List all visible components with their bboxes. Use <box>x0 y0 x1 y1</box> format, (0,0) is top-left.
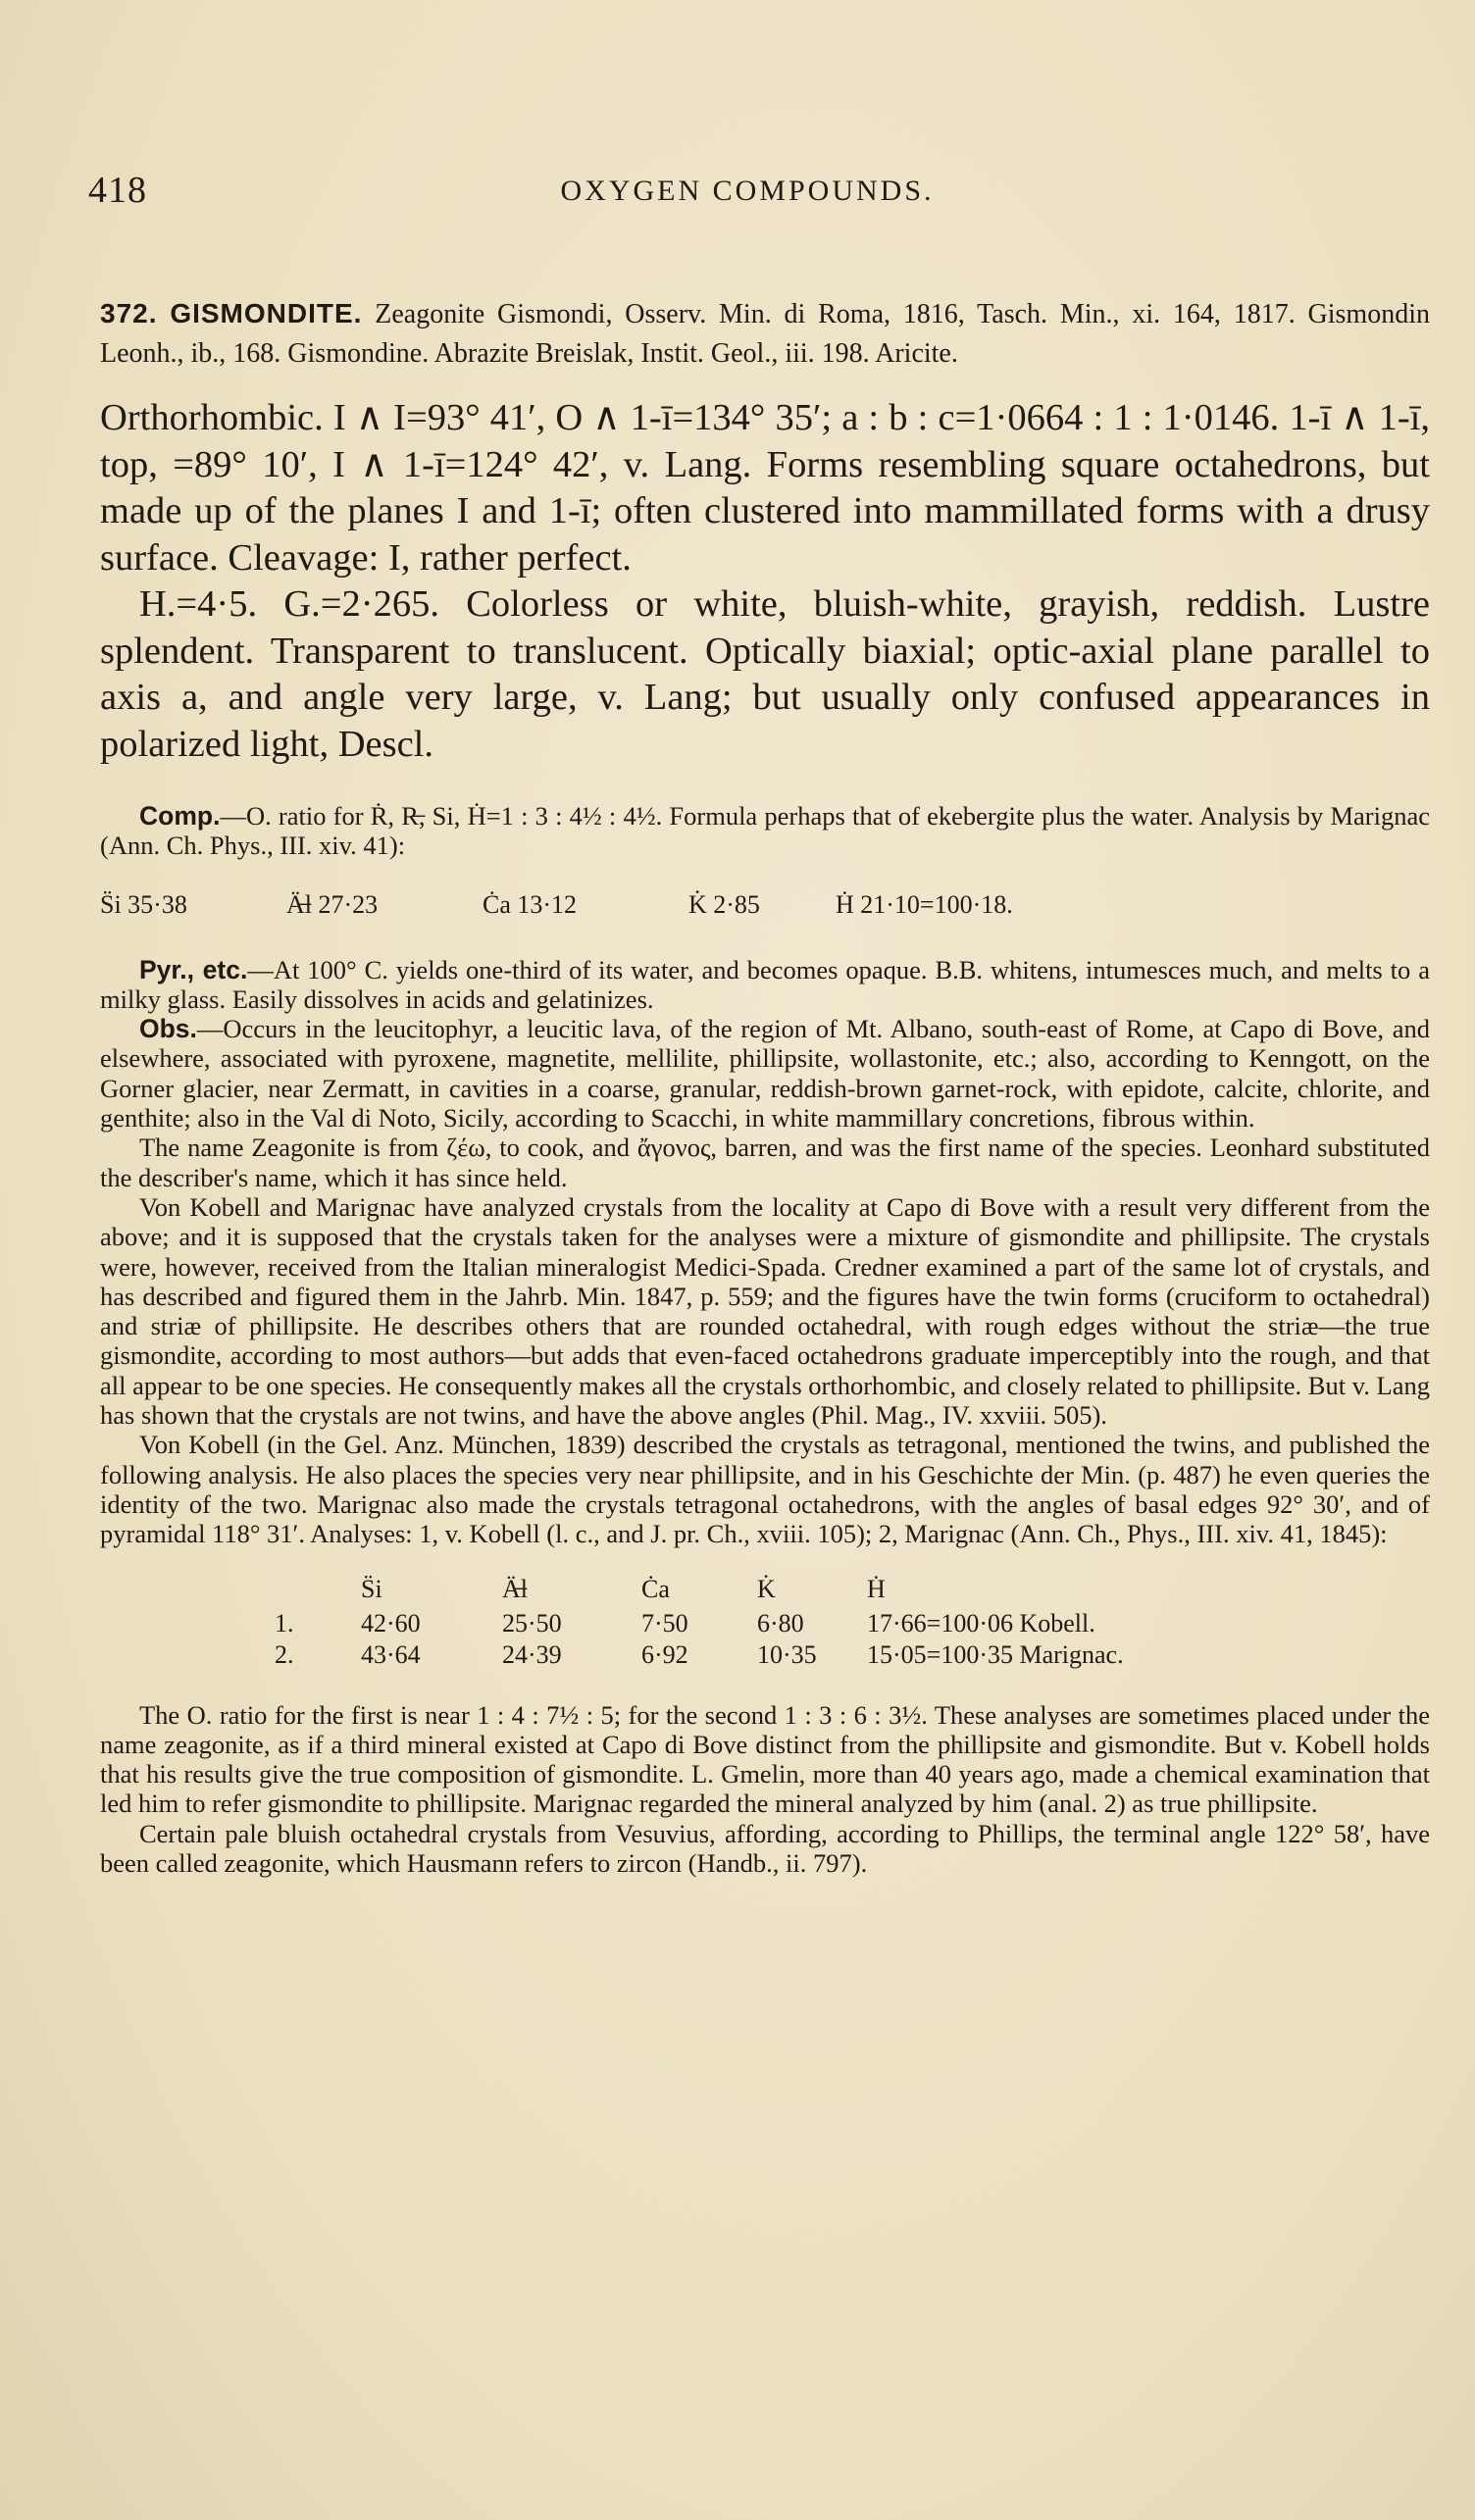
pyr-label: Pyr., etc. <box>139 954 248 984</box>
table-cell: 10·35 <box>757 1639 817 1669</box>
table-cell: 43·64 <box>361 1639 421 1669</box>
pyr-text: —At 100° C. yields one-third of its water, and becomes opaque. B.B. whitens, intumesces much, and melts to a milky glass. Easily dissolves in acids and gelatinizes. <box>100 954 1430 1014</box>
vesuvius-paragraph: Certain pale bluish octahedral crystals from Vesuvius, affording, according to Phillips, the terminal angle 122° 58′, have been called zeagonite, which Hausmann refers to zircon (Handb., ii. 797). <box>100 1818 1430 1879</box>
pyr-paragraph <box>100 955 1430 1015</box>
table-cell: 15·05=100·35 Marignac. <box>867 1639 1124 1669</box>
species-title <box>100 294 1430 374</box>
comp-text: —O. ratio for Ṙ, R̶, Si, Ḣ=1 : 3 : 4½ : 4½. Formula perhaps that of ekebergite plus the water. Analysis by Marignac (Ann. Ch. Phys., III. xiv. 41): <box>100 801 1430 861</box>
formula-ca: Ċa 13·12 <box>483 889 578 919</box>
comp-paragraph <box>100 801 1430 861</box>
details-section <box>100 801 1430 1878</box>
table-row <box>275 1608 1220 1639</box>
table-row <box>275 1639 1220 1671</box>
species-name: GISMONDITE. <box>170 298 363 328</box>
table-cell: 17·66=100·06 Kobell. <box>867 1608 1095 1638</box>
table-cell: 1. <box>275 1608 294 1638</box>
table-cell: 24·39 <box>502 1639 562 1669</box>
analysis-table <box>275 1575 1220 1671</box>
crystallography-paragraph: Orthorhombic. I ∧ I=93° 41′, O ∧ 1-ī=134° 35′; a : b : c=1·0664 : 1 : 1·0146. 1-ī ∧ 1-ī, top, =89° 10′, I ∧ 1-ī=124° 42′, v. Lang. Forms resembling square octahedrons, but made up of the planes I and 1-ī; often clustered into mammillated forms with a drusy surface. Cleavage: I, rather perfect. <box>100 397 1430 579</box>
page-header <box>88 169 1406 218</box>
table-header-cell: Ḣ <box>867 1574 886 1603</box>
table-header-cell: S̈i <box>361 1574 382 1603</box>
table-header-row <box>275 1575 1220 1608</box>
obs-label: Obs. <box>139 1014 197 1044</box>
table-header-cell: Ä̶l <box>502 1574 528 1603</box>
table-cell: 25·50 <box>502 1608 562 1638</box>
crystal-description <box>100 395 1430 768</box>
main-content <box>100 294 1430 1878</box>
formula-al: Ä̶l 27·23 <box>286 889 379 919</box>
table-cell: 42·60 <box>361 1608 421 1638</box>
composition-formula <box>100 890 1430 920</box>
table-header-cell <box>275 1575 361 1608</box>
physical-properties-paragraph: H.=4·5. G.=2·265. Colorless or white, bluish-white, grayish, reddish. Lustre splendent. Transparent to translucent. Optically biaxial; optic-axial plane parallel to axis a, and angle very large, v. Lang; but usually only confused appearances in polarized light, Descl. <box>100 583 1430 765</box>
formula-h: Ḣ 21·10=100·18. <box>836 889 1013 919</box>
obs-paragraph <box>100 1014 1430 1133</box>
name-origin-paragraph: The name Zeagonite is from ζέω, to cook, and ἄγονος, barren, and was the first name of the species. Leonhard substituted the describer's name, which it has since held. <box>100 1133 1430 1192</box>
table-header-cell: K̇ <box>757 1574 776 1603</box>
running-head: OXYGEN COMPOUNDS. <box>560 175 935 207</box>
formula-k: K̇ 2·85 <box>688 889 760 919</box>
table-cell: 6·80 <box>757 1608 804 1638</box>
synonymy: Zeagonite Gismondi, Osserv. Min. di Roma, 1816, Tasch. Min., xi. 164, 1817. Gismondin Leonh., ib., 168. Gismondine. Abrazite Breislak, Instit. Geol., iii. 198. Aricite. <box>100 299 1430 369</box>
formula-si: S̈i 35·38 <box>100 889 187 919</box>
table-cell: 6·92 <box>641 1639 688 1669</box>
species-number: 372. <box>100 298 158 328</box>
table-cell: 7·50 <box>641 1608 688 1638</box>
kobell-marignac-paragraph: Von Kobell and Marignac have analyzed crystals from the locality at Capo di Bove with a result very different from the above; and it is supposed that the crystals taken for the analyses were a mixture of gismondite and phillipsite. The crystals were, however, received from the Italian mineralogist Medici-Spada. Credner examined a part of the same lot of crystals, and has described and figured them in the Jahrb. Min. 1847, p. 559; and the figures have the twin forms (cruciform to octahedral) and striæ of phillipsite. He describes others that are rounded octahedral, with rough edges without the striæ—the true gismondite, according to most authors—but adds that even-faced octahedrons graduate imperceptibly into the rough, and that all appear to be one species. He consequently makes all the crystals orthorhombic, and closely related to phillipsite. But v. Lang has shown that the crystals are not twins, and have the above angles (Phil. Mag., IV. xxviii. 505). <box>100 1191 1430 1431</box>
kobell-analysis-paragraph: Von Kobell (in the Gel. Anz. München, 1839) described the crystals as tetragonal, mentioned the twins, and published the following analysis. He also places the species very near phillipsite, and in his Geschichte der Min. (p. 487) he even queries the identity of the two. Marignac also made the crystals tetragonal octahedrons, with the angles of basal edges 92° 30′, and of pyramidal 118° 31′. Analyses: 1, v. Kobell (l. c., and J. pr. Ch., xviii. 105); 2, Marignac (Ann. Ch., Phys., III. xiv. 41, 1845): <box>100 1430 1430 1549</box>
comp-label: Comp. <box>139 801 221 831</box>
page-number: 418 <box>88 170 147 211</box>
obs-text: —Occurs in the leucitophyr, a leucitic lava, of the region of Mt. Albano, south-east of Rome, at Capo di Bove, and elsewhere, associated with pyroxene, magnetite, mellilite, phillipsite, wollastonite, etc.; also, according to Kenngott, on the Gorner glacier, near Zermatt, in cavities in a coarse, granular, reddish-brown garnet-rock, with epidote, calcite, chlorite, and genthite; also in the Val di Noto, Sicily, according to Scacchi, in white mammillary concretions, fibrous within. <box>100 1014 1430 1134</box>
oxygen-ratio-paragraph: The O. ratio for the first is near 1 : 4 : 7½ : 5; for the second 1 : 3 : 6 : 3½. These analyses are sometimes placed under the name zeagonite, as if a third mineral existed at Capo di Bove distinct from the phillipsite and gismondite. But v. Kobell holds that his results give the true composition of gismondite. L. Gmelin, more than 40 years ago, made a chemical examination that led him to refer gismondite to phillipsite. Marignac regarded the mineral analyzed by him (anal. 2) as true phillipsite. <box>100 1699 1430 1819</box>
table-cell: 2. <box>275 1639 294 1669</box>
table-header-cell: Ċa <box>641 1574 670 1603</box>
